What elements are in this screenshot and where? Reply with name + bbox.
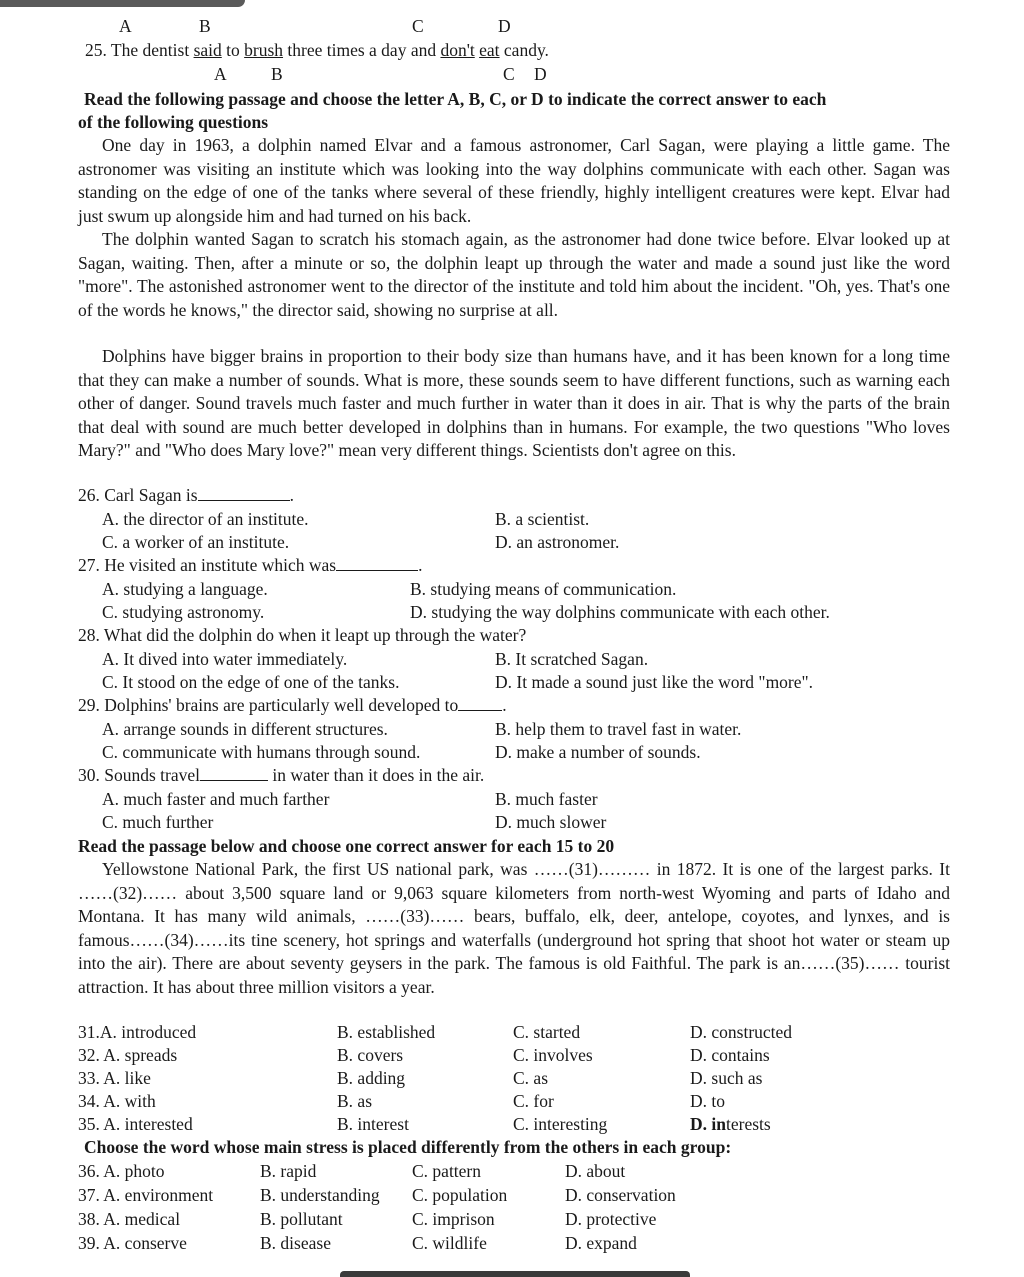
q29-option-d[interactable]: D. make a number of sounds. xyxy=(495,742,701,762)
q30-option-c[interactable]: C. much further xyxy=(102,812,214,832)
q25-under-d: D xyxy=(534,64,547,84)
q34-option-c[interactable]: C. for xyxy=(513,1091,554,1111)
q39-option-d[interactable]: D. expand xyxy=(565,1233,637,1253)
q27-option-b[interactable]: B. studying means of communication. xyxy=(410,579,677,599)
q30-option-d[interactable]: D. much slower xyxy=(495,812,607,832)
q32-option-c[interactable]: C. involves xyxy=(513,1045,593,1065)
q25-letter-b: B xyxy=(199,16,211,36)
q27-option-c[interactable]: C. studying astronomy. xyxy=(102,602,265,622)
q28-option-d[interactable]: D. It made a sound just like the word "more". xyxy=(495,672,814,692)
q32-option-a[interactable]: 32. A. spreads xyxy=(78,1045,178,1065)
section1-heading-line2: of the following questions xyxy=(78,112,269,132)
q34-option-a[interactable]: 34. A. with xyxy=(78,1091,156,1111)
q29-option-c[interactable]: C. communicate with humans through sound. xyxy=(102,742,421,762)
q37-option-a[interactable]: 37. A. environment xyxy=(78,1185,214,1205)
q32-option-b[interactable]: B. covers xyxy=(337,1045,404,1065)
q37-option-c[interactable]: C. population xyxy=(412,1185,508,1205)
q34-option-b[interactable]: B. as xyxy=(337,1091,372,1111)
q25-letter-c: C xyxy=(412,16,424,36)
q26-option-d[interactable]: D. an astronomer. xyxy=(495,532,620,552)
home-indicator-bar xyxy=(340,1271,690,1277)
q25-letter-d: D xyxy=(498,16,511,36)
q25-letter-a: A xyxy=(119,16,132,36)
q33-option-d[interactable]: D. such as xyxy=(690,1068,763,1088)
q37-option-b[interactable]: B. understanding xyxy=(260,1185,380,1205)
question-27-stem: 27. He visited an institute which was . xyxy=(78,555,423,575)
q28-option-b[interactable]: B. It scratched Sagan. xyxy=(495,649,649,669)
passage-paragraph-2: The dolphin wanted Sagan to scratch his stomach again, as the astronomer had done twice before. Elvar looked up at Sagan, waiting. Then, after a minute or so, the dolphin leapt up through the water and made a sound just like the word "more". The astonished astronomer went to the director of the institute and told him about the incident. "Oh, yes. That's one of the words he knows," the director said, showing no surprise at all. xyxy=(78,229,950,320)
q31-option-d[interactable]: D. constructed xyxy=(690,1022,793,1042)
passage-paragraph-1: One day in 1963, a dolphin named Elvar and a famous astronomer, Carl Sagan, were playing a little game. The astronomer was visiting an institute which was looking into the way dolphins communicate with each other. Sagan was standing on the edge of one of the tanks where several of these friendly, highly intelligent creatures were kept. Elvar had just swum up alongside him and had turned on his back. xyxy=(78,135,950,226)
q30-option-b[interactable]: B. much faster xyxy=(495,789,598,809)
q33-option-c[interactable]: C. as xyxy=(513,1068,548,1088)
q36-option-d[interactable]: D. about xyxy=(565,1161,626,1181)
q26-option-b[interactable]: B. a scientist. xyxy=(495,509,590,529)
question-26-stem: 26. Carl Sagan is . xyxy=(78,485,294,505)
q38-option-c[interactable]: C. imprison xyxy=(412,1209,495,1229)
q25-under-b: B xyxy=(271,64,283,84)
section3-heading: Choose the word whose main stress is placed differently from the others in each group: xyxy=(84,1137,732,1157)
passage-paragraph-3: Dolphins have bigger brains in proportion to their body size than humans have, and it has been known for a long time that they can make a number of sounds. What is more, these sounds seem to have different functions, such as warning each other of danger. Sound travels much faster and much further in water than it does in air. That is why the parts of the brain that deal with sound are much better developed in dolphins than in humans. For example, the two questions "Who loves Mary?" and "Who does Mary love?" mean very different things. Scientists don't agree on this. xyxy=(78,346,950,460)
question-28-stem: 28. What did the dolphin do when it leapt up through the water? xyxy=(78,625,527,645)
section1-heading-line1: Read the following passage and choose the letter A, B, C, or D to indicate the correct answer to each xyxy=(84,89,827,109)
q28-option-c[interactable]: C. It stood on the edge of one of the tanks. xyxy=(102,672,400,692)
q38-option-a[interactable]: 38. A. medical xyxy=(78,1209,181,1229)
q35-option-c[interactable]: C. interesting xyxy=(513,1114,608,1134)
q29-option-b[interactable]: B. help them to travel fast in water. xyxy=(495,719,742,739)
q36-option-c[interactable]: C. pattern xyxy=(412,1161,482,1181)
q36-option-b[interactable]: B. rapid xyxy=(260,1161,317,1181)
q36-option-a[interactable]: 36. A. photo xyxy=(78,1161,165,1181)
q39-option-a[interactable]: 39. A. conserve xyxy=(78,1233,187,1253)
q32-option-d[interactable]: D. contains xyxy=(690,1045,770,1065)
q30-option-a[interactable]: A. much faster and much farther xyxy=(102,789,330,809)
q35-option-b[interactable]: B. interest xyxy=(337,1114,409,1134)
q35-option-a[interactable]: 35. A. interested xyxy=(78,1114,193,1134)
q31-option-a[interactable]: 31.A. introduced xyxy=(78,1022,197,1042)
q27-option-d[interactable]: D. studying the way dolphins communicate with each other. xyxy=(410,602,830,622)
q25-sentence: 25. The dentist said to brush three times a day and don't eat candy. xyxy=(85,40,549,60)
section2-heading: Read the passage below and choose one correct answer for each 15 to 20 xyxy=(78,836,615,856)
yellowstone-passage: Yellowstone National Park, the first US national park, was ……(31)……… in 1872. It is one of the largest parks. It ……(32)…… about 3,500 square land or 9,063 square kilometers from north-west Wyoming and parts of Idaho and Montana. It has many wild animals, ……(33)…… bears, buffalo, elk, deer, antelope, coyotes, and lynxes, and is famous……(34)……its tine scenery, hot springs and waterfalls (underground hot spring that shoot hot water or steam up into the air). There are about seventy geysers in the park. The famous is old Faithful. The park is an……(35)…… tourist attraction. It has about three million visitors a year. xyxy=(78,859,950,997)
q35-option-d[interactable]: D. interests xyxy=(690,1114,771,1134)
q31-option-b[interactable]: B. established xyxy=(337,1022,436,1042)
q38-option-b[interactable]: B. pollutant xyxy=(260,1209,343,1229)
q27-option-a[interactable]: A. studying a language. xyxy=(102,579,268,599)
q28-option-a[interactable]: A. It dived into water immediately. xyxy=(102,649,348,669)
question-29-stem: 29. Dolphins' brains are particularly well developed to . xyxy=(78,695,507,715)
q39-option-b[interactable]: B. disease xyxy=(260,1233,331,1253)
q39-option-c[interactable]: C. wildlife xyxy=(412,1233,487,1253)
q31-option-c[interactable]: C. started xyxy=(513,1022,581,1042)
q38-option-d[interactable]: D. protective xyxy=(565,1209,657,1229)
q29-option-a[interactable]: A. arrange sounds in different structures. xyxy=(102,719,388,739)
q33-option-b[interactable]: B. adding xyxy=(337,1068,406,1088)
q26-option-a[interactable]: A. the director of an institute. xyxy=(102,509,309,529)
question-30-stem: 30. Sounds travel in water than it does in the air. xyxy=(78,765,485,785)
q34-option-d[interactable]: D. to xyxy=(690,1091,725,1111)
q33-option-a[interactable]: 33. A. like xyxy=(78,1068,151,1088)
q26-option-c[interactable]: C. a worker of an institute. xyxy=(102,532,290,552)
q25-under-c: C xyxy=(503,64,515,84)
q25-under-a: A xyxy=(214,64,227,84)
top-scrollbar-edge xyxy=(0,0,245,7)
q37-option-d[interactable]: D. conservation xyxy=(565,1185,676,1205)
